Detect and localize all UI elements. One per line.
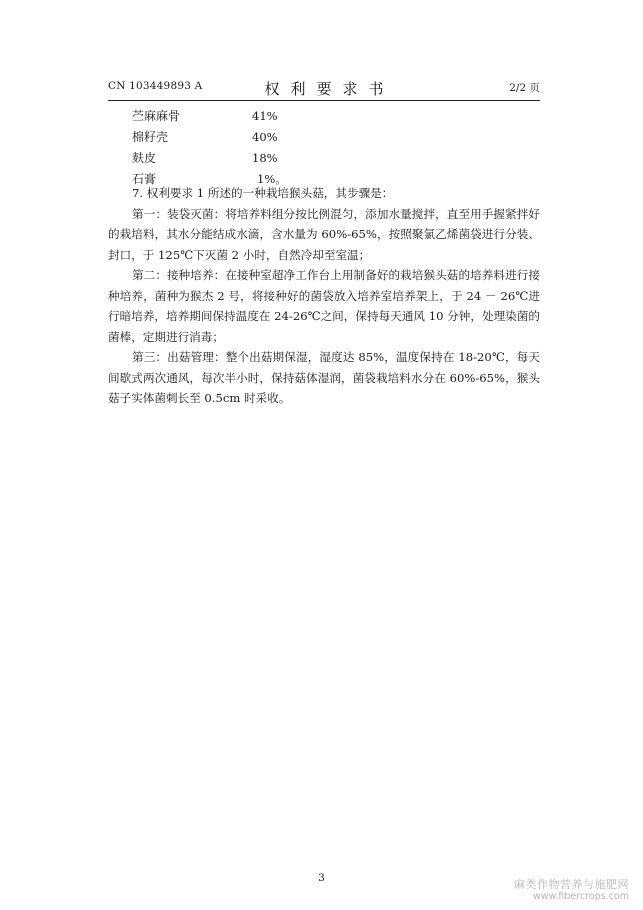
ingredient-percent: 18%	[252, 151, 278, 165]
claims-body	[108, 183, 540, 409]
ingredient-name: 麸皮	[132, 151, 157, 165]
watermark-url: www.fibercrops.com	[532, 891, 629, 902]
composition-row	[132, 127, 302, 148]
header-rule	[108, 100, 540, 101]
ingredient-name: 棉籽壳	[132, 130, 169, 144]
composition-row	[132, 148, 302, 169]
claim-7-intro: 7. 权利要求 1 所述的一种栽培猴头菇，其步骤是：	[132, 186, 394, 200]
claim-step-3: 第三：出菇管理：整个出菇期保湿，湿度达 85%，温度保持在 18-20℃，每天间歇式两次通风，每次半小时，保持菇体湿润，菌袋栽培料水分在 60%-65%，猴头菇子实体菌刺长至 0.5cm 时采收。	[108, 350, 540, 405]
document-title: 权利要求书	[264, 80, 395, 98]
composition-row	[132, 106, 302, 127]
composition-list	[132, 106, 302, 190]
page-fraction: 2/2 页	[509, 82, 540, 94]
watermark-text: 麻类作物营养与施肥网	[514, 878, 629, 891]
page-header	[108, 78, 540, 98]
ingredient-percent: 40%	[252, 130, 278, 144]
publication-number: CN 103449893 A	[108, 80, 203, 92]
page-number: 3	[318, 872, 325, 884]
claim-step-1: 第一：装袋灭菌：将培养料组分按比例混匀，添加水量搅拌，直至用手握紧拌好的栽培料，其水分能结成水滴，含水量为 60%-65%，按照聚氯乙烯菌袋进行分装、封口，于 125℃下灭菌 2 小时，自然冷却至室温；	[108, 206, 540, 262]
ingredient-percent: 1%。	[257, 172, 287, 186]
claim-step-2: 第二：接种培养：在接种室超净工作台上用制备好的栽培猴头菇的培养料进行接种培养，菌种为猴杰 2 号，将接种好的菌袋放入培养室培养架上，于 24 － 26℃进行暗培养，培养期间保持温度在 24-26℃之间，保持每天通风 10 分钟，处理染菌的菌棒，定期进行消毒；	[108, 268, 540, 344]
ingredient-percent: 41%	[252, 109, 278, 123]
ingredient-name: 苎麻麻骨	[132, 109, 181, 123]
site-watermark	[514, 878, 629, 903]
ingredient-name: 石膏	[132, 172, 157, 186]
